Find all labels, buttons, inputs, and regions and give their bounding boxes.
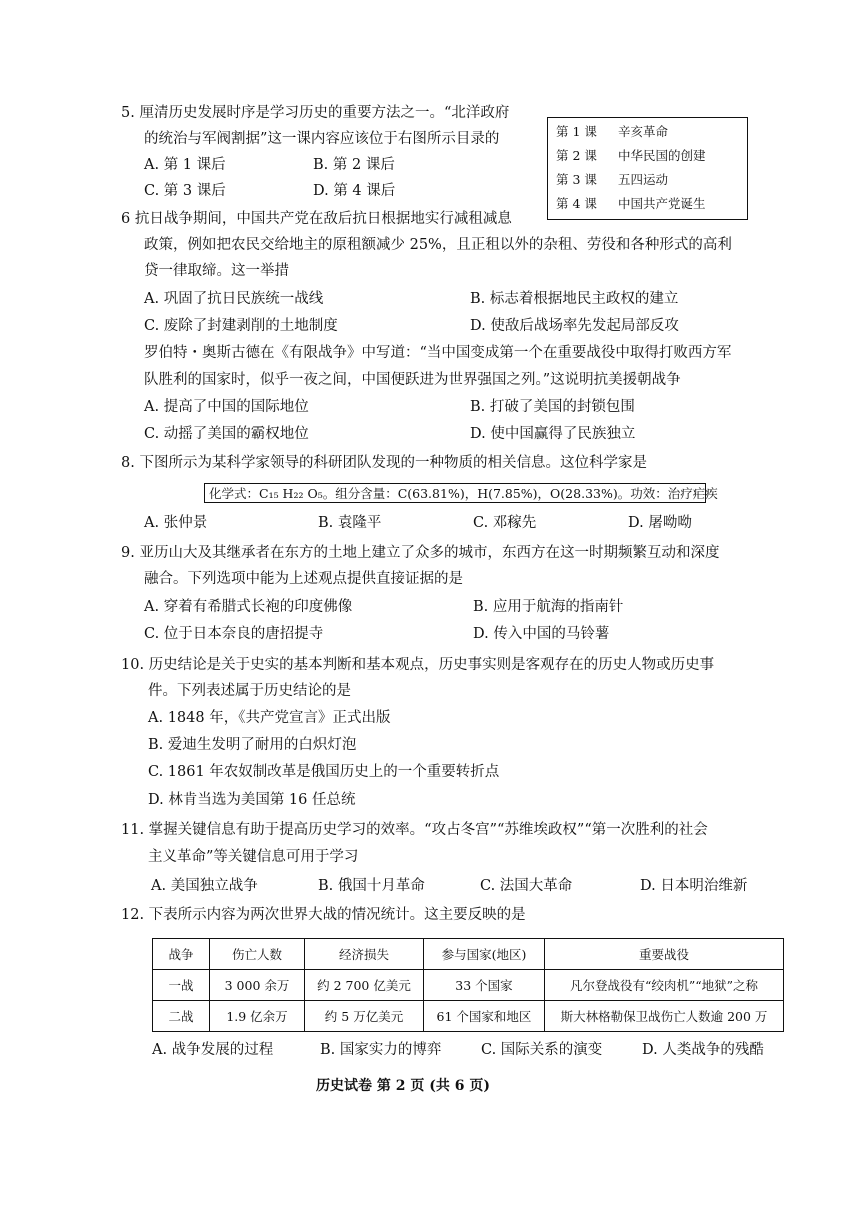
q5-contents-table (547, 117, 748, 220)
q10-stem-line2: 件。下列表述属于历史结论的是 (148, 683, 351, 699)
q9-option-d: D. 传入中国的马铃薯 (473, 626, 610, 642)
toc-lesson: 第 1 课 (556, 124, 597, 139)
toc-row (556, 122, 668, 140)
q5-option-a: A. 第 1 课后 (144, 157, 226, 173)
q9-option-a: A. 穿着有希腊式长袍的印度佛像 (144, 599, 353, 615)
q6-option-a: A. 巩固了抗日民族统一战线 (144, 291, 324, 307)
q7-option-d: D. 使中国赢得了民族独立 (470, 426, 636, 442)
q10-option-a: A. 1848 年，《共产党宣言》正式出版 (148, 710, 391, 726)
q10-stem-line1: 10. 历史结论是关于史实的基本判断和基本观点，历史事实则是客观存在的历史人物或历史事 (121, 657, 715, 673)
q12-option-c: C. 国际关系的演变 (481, 1042, 603, 1058)
q12-option-a: A. 战争发展的过程 (152, 1042, 274, 1058)
toc-row (556, 170, 668, 188)
q8-option-b: B. 袁隆平 (318, 515, 382, 531)
table-cell: 二战 (153, 1001, 210, 1032)
q12-option-d: D. 人类战争的残酷 (642, 1042, 764, 1058)
q9-option-b: B. 应用于航海的指南针 (473, 599, 624, 615)
q5-option-b: B. 第 2 课后 (313, 157, 395, 173)
q6-option-b: B. 标志着根据地民主政权的建立 (470, 291, 679, 307)
toc-lesson: 第 3 课 (556, 172, 597, 187)
table-header-cell: 伤亡人数 (210, 939, 305, 970)
table-cell: 3 000 余万 (210, 970, 305, 1001)
toc-title: 五四运动 (618, 172, 669, 187)
q9-option-c: C. 位于日本奈良的唐招提寺 (144, 626, 324, 642)
q11-option-c: C. 法国大革命 (480, 878, 573, 894)
q11-option-d: D. 日本明治维新 (640, 878, 748, 894)
q10-option-d: D. 林肯当选为美国第 16 任总统 (148, 792, 356, 808)
toc-title: 中国共产党诞生 (618, 196, 706, 211)
q6-stem-line3: 贷一律取缔。这一举措 (144, 263, 289, 279)
q6-stem-line1: 6 抗日战争期间，中国共产党在敌后抗日根据地实行减租减息 (121, 211, 512, 227)
table-row (153, 1001, 784, 1032)
q11-stem-line2: 主义革命”等关键信息可用于学习 (148, 849, 359, 865)
table-cell: 凡尔登战役有“绞肉机”“地狱”之称 (545, 970, 784, 1001)
q5-stem-line1: 5. 厘清历史发展时序是学习历史的重要方法之一。“北洋政府 (121, 105, 510, 121)
toc-row (556, 146, 706, 164)
table-header-cell: 战争 (153, 939, 210, 970)
q12-stem-line1: 12. 下表所示内容为两次世界大战的情况统计。这主要反映的是 (121, 907, 526, 923)
q8-option-c: C. 邓稼先 (473, 515, 537, 531)
q7-stem-line1: 罗伯特・奥斯古德在《有限战争》中写道：“当中国变成第一个在重要战役中取得打败西方军 (144, 345, 732, 361)
q6-stem-line2: 政策，例如把农民交给地主的原租额减少 25%，且正租以外的杂租、劳役和各种形式的高利 (144, 237, 732, 253)
q5-option-c: C. 第 3 课后 (144, 183, 226, 199)
q8-option-a: A. 张仲景 (144, 515, 208, 531)
table-cell: 1.9 亿余万 (210, 1001, 305, 1032)
q8-stem-line1: 8. 下图所示为某科学家领导的科研团队发现的一种物质的相关信息。这位科学家是 (121, 455, 647, 471)
q11-option-b: B. 俄国十月革命 (318, 878, 425, 894)
q11-option-a: A. 美国独立战争 (151, 878, 258, 894)
q7-option-b: B. 打破了美国的封锁包围 (470, 399, 635, 415)
q11-stem-line1: 11. 掌握关键信息有助于提高历史学习的效率。“攻占冬宫”“苏维埃政权”“第一次胜利的社会 (121, 822, 708, 838)
q7-option-a: A. 提高了中国的国际地位 (144, 399, 309, 415)
q7-stem-line2: 队胜利的国家时，似乎一夜之间，中国便跃进为世界强国之列。”这说明抗美援朝战争 (144, 372, 681, 388)
page-footer: 历史试卷 第 2 页 (共 6 页) (316, 1078, 490, 1094)
q8-formula-box: 化学式：C₁₅ H₂₂ O₅。组分含量：C(63.81%)，H(7.85%)，O(28.33%)。功效：治疗疟疾 (204, 483, 706, 503)
table-cell: 约 5 万亿美元 (305, 1001, 424, 1032)
q9-stem-line1: 9. 亚历山大及其继承者在东方的土地上建立了众多的城市，东西方在这一时期频繁互动和深度 (121, 545, 720, 561)
table-cell: 33 个国家 (424, 970, 545, 1001)
table-cell: 约 2 700 亿美元 (305, 970, 424, 1001)
q12-war-statistics-table (152, 938, 784, 1032)
q10-option-c: C. 1861 年农奴制改革是俄国历史上的一个重要转折点 (148, 764, 500, 780)
q8-option-d: D. 屠呦呦 (628, 515, 692, 531)
table-header-cell: 参与国家(地区) (424, 939, 545, 970)
table-header-row (153, 939, 784, 970)
table-cell: 一战 (153, 970, 210, 1001)
q9-stem-line2: 融合。下列选项中能为上述观点提供直接证据的是 (144, 571, 463, 587)
q6-option-c: C. 废除了封建剥削的土地制度 (144, 318, 338, 334)
table-row (153, 970, 784, 1001)
q6-option-d: D. 使敌后战场率先发起局部反攻 (470, 318, 679, 334)
q12-option-b: B. 国家实力的博弈 (320, 1042, 442, 1058)
q7-option-c: C. 动摇了美国的霸权地位 (144, 426, 309, 442)
toc-title: 辛亥革命 (618, 124, 669, 139)
toc-lesson: 第 4 课 (556, 196, 597, 211)
toc-title: 中华民国的创建 (618, 148, 706, 163)
table-cell: 斯大林格勒保卫战伤亡人数逾 200 万 (545, 1001, 784, 1032)
q5-option-d: D. 第 4 课后 (313, 183, 396, 199)
table-header-cell: 经济损失 (305, 939, 424, 970)
toc-row (556, 194, 706, 212)
table-header-cell: 重要战役 (545, 939, 784, 970)
toc-lesson: 第 2 课 (556, 148, 597, 163)
q5-stem-line2: 的统治与军阀割据”这一课内容应该位于右图所示目录的 (144, 131, 500, 147)
q10-option-b: B. 爱迪生发明了耐用的白炽灯泡 (148, 737, 357, 753)
table-cell: 61 个国家和地区 (424, 1001, 545, 1032)
